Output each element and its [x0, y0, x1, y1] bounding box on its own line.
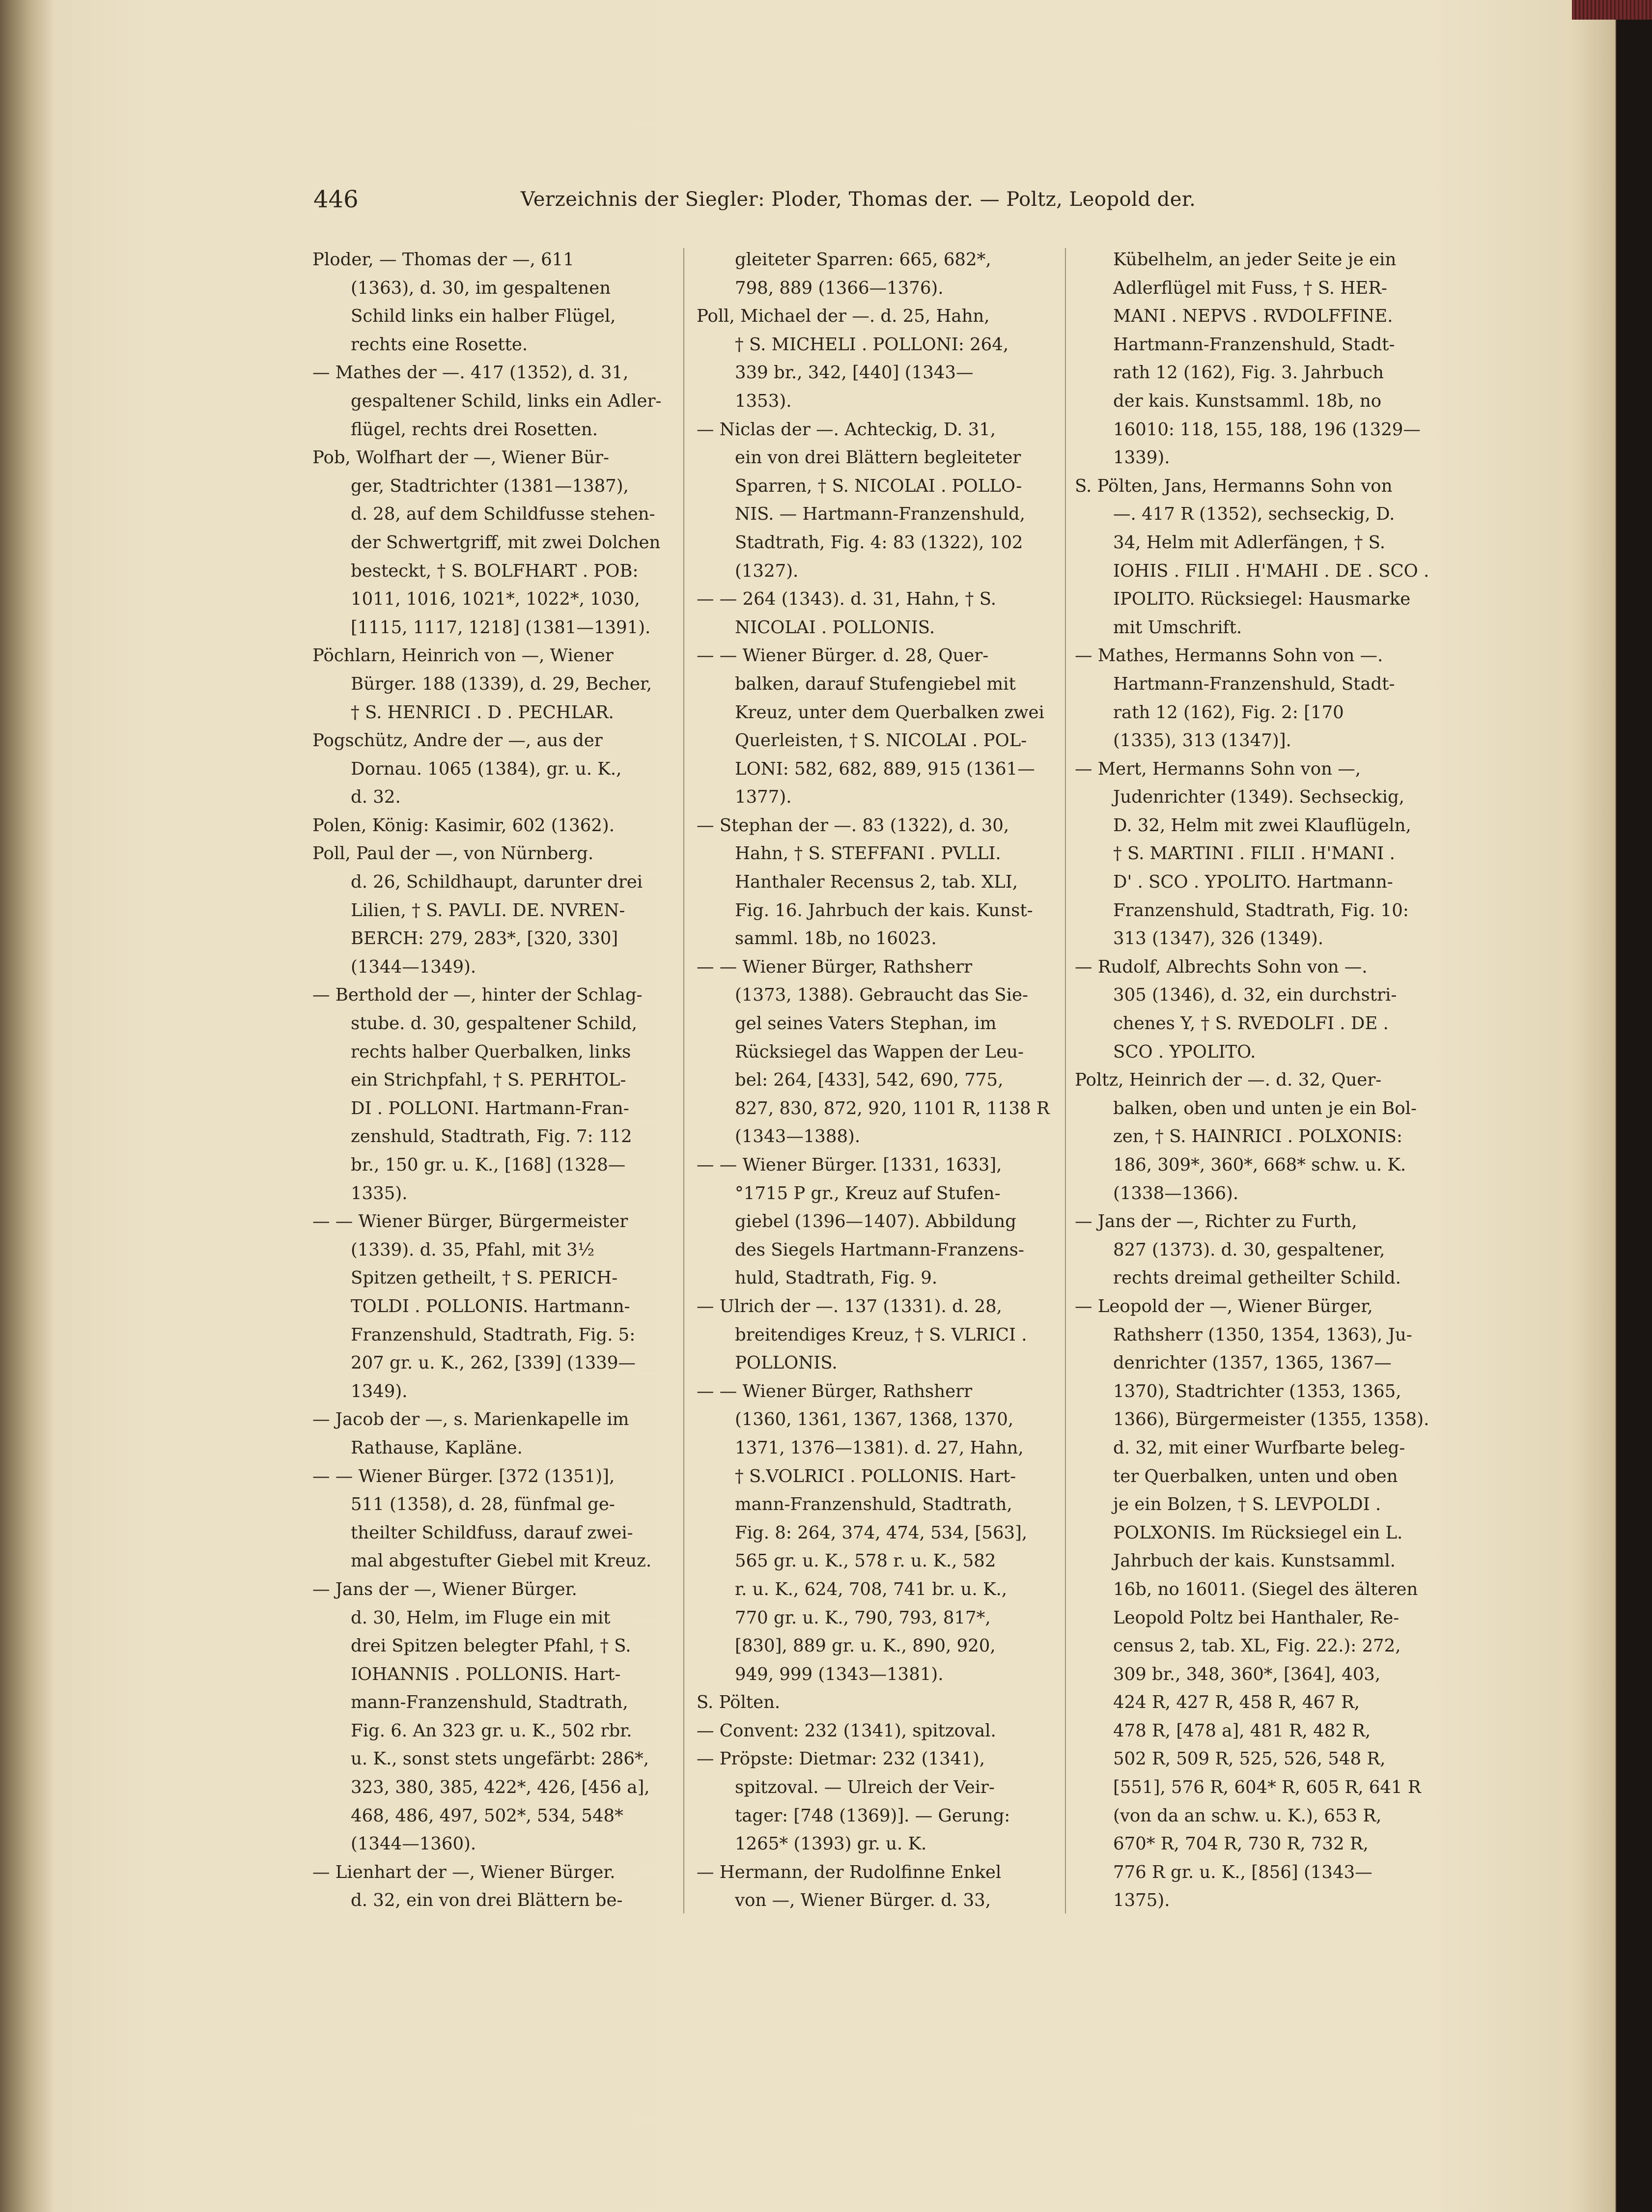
index-line: 1265* (1393) gr. u. K. [735, 1834, 927, 1854]
index-line: rechts dreimal getheilter Schild. [1113, 1268, 1401, 1288]
index-line: balken, oben und unten je ein Bol- [1113, 1098, 1417, 1119]
index-line: (1327). [735, 560, 799, 581]
index-line: 798, 889 (1366—1376). [735, 278, 944, 298]
index-line: D. 32, Helm mit zwei Klauflügeln, [1113, 815, 1411, 836]
index-line: 1349). [351, 1381, 408, 1401]
column-3 [1075, 246, 1438, 1915]
index-line: 1353). [735, 391, 792, 411]
index-line: 949, 999 (1343—1381). [735, 1664, 944, 1684]
index-line: 827, 830, 872, 920, 1101 R, 1138 R [735, 1098, 1050, 1119]
index-line: — — Wiener Bürger. d. 28, Quer- [697, 645, 989, 666]
index-line: IOHIS . FILII . H'MAHI . DE . SCO . [1113, 560, 1429, 581]
index-line: Bürger. 188 (1339), d. 29, Becher, [351, 673, 652, 694]
index-line: mal abgestufter Giebel mit Kreuz. [351, 1551, 652, 1571]
index-line: Rathause, Kapläne. [351, 1437, 523, 1458]
column-1 [312, 246, 676, 1915]
index-line: SCO . YPOLITO. [1113, 1041, 1256, 1062]
index-line: r. u. K., 624, 708, 741 br. u. K., [735, 1579, 1008, 1599]
index-line: Pob, Wolfhart der —, Wiener Bür- [312, 448, 609, 468]
index-line: flügel, rechts drei Rosetten. [351, 419, 598, 440]
index-line: (1344—1349). [351, 956, 476, 977]
index-line: S. Pölten. [697, 1692, 781, 1713]
index-line: Fig. 8: 264, 374, 474, 534, [563], [735, 1522, 1028, 1543]
index-line: — — Wiener Bürger, Rathsherr [697, 956, 973, 977]
index-line: — Mathes der —. 417 (1352), d. 31, [312, 363, 629, 383]
index-line: Hartmann-Franzenshuld, Stadt- [1113, 334, 1395, 355]
index-line: rath 12 (162), Fig. 3. Jahrbuch [1113, 363, 1384, 383]
index-line: DI . POLLONI. Hartmann-Fran- [351, 1098, 629, 1119]
index-line: — Jacob der —, s. Marienkapelle im [312, 1409, 629, 1430]
index-line: 207 gr. u. K., 262, [339] (1339— [351, 1353, 636, 1373]
index-line: 1339). [1113, 448, 1170, 468]
index-line: Ploder, — Thomas der —, 611 [312, 250, 574, 270]
index-line: 468, 486, 497, 502*, 534, 548* [351, 1805, 623, 1826]
index-line: des Siegels Hartmann-Franzens- [735, 1239, 1024, 1260]
index-line: Dornau. 1065 (1384), gr. u. K., [351, 758, 622, 779]
index-line: — — Wiener Bürger. [1331, 1633], [697, 1155, 1002, 1175]
index-line: 305 (1346), d. 32, ein durchstri- [1113, 985, 1397, 1006]
index-line: — Hermann, der Rudolfinne Enkel [697, 1862, 1002, 1882]
index-line: POLLONIS. [735, 1353, 838, 1373]
index-line: der Schwertgriff, mit zwei Dolchen [351, 532, 661, 553]
index-line: d. 26, Schildhaupt, darunter drei [351, 872, 643, 893]
index-line: je ein Bolzen, † S. LEVPOLDI . [1113, 1494, 1381, 1515]
index-line: Rathsherr (1350, 1354, 1363), Ju- [1113, 1324, 1412, 1345]
index-line: breitendiges Kreuz, † S. VLRICI . [735, 1324, 1027, 1345]
index-line: rechts halber Querbalken, links [351, 1041, 631, 1062]
index-line: mann-Franzenshuld, Stadtrath, [735, 1494, 1012, 1515]
index-line: (1360, 1361, 1367, 1368, 1370, [735, 1409, 1014, 1430]
index-line: 1370), Stadtrichter (1353, 1365, [1113, 1381, 1401, 1401]
index-line: Fig. 6. An 323 gr. u. K., 502 rbr. [351, 1720, 632, 1741]
index-line: 1335). [351, 1183, 408, 1204]
index-line: ter Querbalken, unten und oben [1113, 1466, 1398, 1486]
index-line: Polen, König: Kasimir, 602 (1362). [312, 815, 615, 836]
index-line: gel seines Vaters Stephan, im [735, 1013, 997, 1034]
index-line: — Pröpste: Dietmar: 232 (1341), [697, 1749, 985, 1769]
index-line: Hanthaler Recensus 2, tab. XLI, [735, 872, 1018, 893]
index-line: chenes Y, † S. RVEDOLFI . DE . [1113, 1013, 1389, 1034]
index-line: — Stephan der —. 83 (1322), d. 30, [697, 815, 1009, 836]
index-line: Pogschütz, Andre der —, aus der [312, 730, 603, 751]
page-number: 446 [313, 186, 359, 213]
index-line: S. Pölten, Jans, Hermanns Sohn von [1075, 476, 1393, 496]
index-line: d. 32, ein von drei Blättern be- [351, 1890, 623, 1911]
index-line: — Convent: 232 (1341), spitzoval. [697, 1720, 996, 1741]
index-line: gespaltener Schild, links ein Adler- [351, 391, 662, 411]
index-line: Kübelhelm, an jeder Seite je ein [1113, 250, 1397, 270]
index-line: [1115, 1117, 1218] (1381—1391). [351, 617, 651, 638]
bookmark-ribbon [1572, 0, 1652, 20]
index-line: IPOLITO. Rücksiegel: Hausmarke [1113, 589, 1411, 610]
index-line: — Berthold der —, hinter der Schlag- [312, 985, 643, 1006]
index-line: BERCH: 279, 283*, [320, 330] [351, 928, 618, 949]
column-divider [1065, 248, 1066, 1913]
index-line: — Jans der —, Wiener Bürger. [312, 1579, 577, 1599]
index-line: besteckt, † S. BOLFHART . POB: [351, 560, 639, 581]
index-line: NIS. — Hartmann-Franzenshuld, [735, 504, 1025, 525]
index-line: Jahrbuch der kais. Kunstsamml. [1113, 1551, 1396, 1571]
column-2 [697, 246, 1055, 1915]
index-line: mann-Franzenshuld, Stadtrath, [351, 1692, 628, 1713]
index-line: D' . SCO . YPOLITO. Hartmann- [1113, 872, 1393, 893]
index-line: 827 (1373). d. 30, gespaltener, [1113, 1239, 1385, 1260]
index-line: Schild links ein halber Flügel, [351, 306, 616, 327]
index-line: drei Spitzen belegter Pfahl, † S. [351, 1636, 631, 1656]
index-line: IOHANNIS . POLLONIS. Hart- [351, 1664, 621, 1684]
index-line: gleiteter Sparren: 665, 682*, [735, 250, 991, 270]
index-line: Spitzen getheilt, † S. PERICH- [351, 1268, 618, 1288]
index-line: 424 R, 427 R, 458 R, 467 R, [1113, 1692, 1360, 1713]
index-line: Adlerflügel mit Fuss, † S. HER- [1113, 278, 1387, 298]
index-line: — — Wiener Bürger, Bürgermeister [312, 1211, 628, 1232]
index-line: 1371, 1376—1381). d. 27, Hahn, [735, 1437, 1024, 1458]
index-line: — — Wiener Bürger. [372 (1351)], [312, 1466, 615, 1486]
index-line: —. 417 R (1352), sechseckig, D. [1113, 504, 1395, 525]
index-line: — — Wiener Bürger, Rathsherr [697, 1381, 973, 1401]
index-line: ein Strichpfahl, † S. PERHTOL- [351, 1070, 626, 1091]
index-line: 511 (1358), d. 28, fünfmal ge- [351, 1494, 615, 1515]
index-line: (1339). d. 35, Pfahl, mit 3½ [351, 1239, 595, 1260]
index-line: d. 32. [351, 787, 401, 808]
index-line: mit Umschrift. [1113, 617, 1242, 638]
index-line: bel: 264, [433], 542, 690, 775, [735, 1070, 1004, 1091]
index-line: rath 12 (162), Fig. 2: [170 [1113, 702, 1344, 723]
index-line: — — 264 (1343). d. 31, Hahn, † S. [697, 589, 997, 610]
index-line: 1011, 1016, 1021*, 1022*, 1030, [351, 589, 640, 610]
index-line: d. 28, auf dem Schildfusse stehen- [351, 504, 655, 525]
running-head: Verzeichnis der Siegler: Ploder, Thomas der. — Poltz, Leopold der. [521, 188, 1196, 211]
index-line: 16b, no 16011. (Siegel des älteren [1113, 1579, 1418, 1599]
index-line: Franzenshuld, Stadtrath, Fig. 10: [1113, 900, 1409, 921]
index-line: br., 150 gr. u. K., [168] (1328— [351, 1155, 626, 1175]
index-line: † S. HENRICI . D . PECHLAR. [351, 702, 614, 723]
column-divider [683, 248, 684, 1913]
index-line: von —, Wiener Bürger. d. 33, [735, 1890, 991, 1911]
index-line: 323, 380, 385, 422*, 426, [456 a], [351, 1777, 650, 1798]
index-line: (1343—1388). [735, 1126, 861, 1147]
index-line: Poltz, Heinrich der —. d. 32, Quer- [1075, 1070, 1382, 1091]
index-line: 565 gr. u. K., 578 r. u. K., 582 [735, 1551, 996, 1571]
index-line: 502 R, 509 R, 525, 526, 548 R, [1113, 1749, 1386, 1769]
index-line: — Lienhart der —, Wiener Bürger. [312, 1862, 616, 1882]
index-line: † S. MARTINI . FILII . H'MANI . [1113, 843, 1395, 864]
index-line: denrichter (1357, 1365, 1367— [1113, 1353, 1392, 1373]
index-line: °1715 P gr., Kreuz auf Stufen- [735, 1183, 1001, 1204]
index-line: LONI: 582, 682, 889, 915 (1361— [735, 758, 1035, 779]
index-line: 1375). [1113, 1890, 1170, 1911]
index-line: — Ulrich der —. 137 (1331). d. 28, [697, 1296, 1002, 1316]
index-line: Hartmann-Franzenshuld, Stadt- [1113, 673, 1395, 694]
index-line: zen, † S. HAINRICI . POLXONIS: [1113, 1126, 1402, 1147]
index-line: Rücksiegel das Wappen der Leu- [735, 1041, 1024, 1062]
index-line: der kais. Kunstsamml. 18b, no [1113, 391, 1382, 411]
index-line: 670* R, 704 R, 730 R, 732 R, [1113, 1834, 1369, 1854]
index-line: 770 gr. u. K., 790, 793, 817*, [735, 1607, 991, 1628]
index-line: census 2, tab. XL, Fig. 22.): 272, [1113, 1636, 1401, 1656]
index-line: 186, 309*, 360*, 668* schw. u. K. [1113, 1155, 1406, 1175]
index-line: Poll, Michael der —. d. 25, Hahn, [697, 306, 990, 327]
index-line: MANI . NEPVS . RVDOLFFINE. [1113, 306, 1393, 327]
index-line: balken, darauf Stufengiebel mit [735, 673, 1016, 694]
index-line: u. K., sonst stets ungefärbt: 286*, [351, 1749, 649, 1769]
index-line: — Mert, Hermanns Sohn von —, [1075, 758, 1361, 779]
index-line: — Rudolf, Albrechts Sohn von —. [1075, 956, 1368, 977]
index-line: — Mathes, Hermanns Sohn von —. [1075, 645, 1383, 666]
index-line: spitzoval. — Ulreich der Veir- [735, 1777, 995, 1798]
index-line: 776 R gr. u. K., [856] (1343— [1113, 1862, 1372, 1882]
index-line: ger, Stadtrichter (1381—1387), [351, 476, 629, 496]
index-line: d. 30, Helm, im Fluge ein mit [351, 1607, 611, 1628]
index-line: theilter Schildfuss, darauf zwei- [351, 1522, 633, 1543]
index-line: † S. MICHELI . POLLONI: 264, [735, 334, 1009, 355]
index-line: Lilien, † S. PAVLI. DE. NVREN- [351, 900, 625, 921]
index-line: stube. d. 30, gespaltener Schild, [351, 1013, 638, 1034]
index-line: TOLDI . POLLONIS. Hartmann- [351, 1296, 630, 1316]
index-line: huld, Stadtrath, Fig. 9. [735, 1268, 938, 1288]
index-line: — Leopold der —, Wiener Bürger, [1075, 1296, 1373, 1316]
index-line: [551], 576 R, 604* R, 605 R, 641 R [1113, 1777, 1421, 1798]
index-line: 1366), Bürgermeister (1355, 1358). [1113, 1409, 1429, 1430]
index-line: 16010: 118, 155, 188, 196 (1329— [1113, 419, 1421, 440]
index-line: Kreuz, unter dem Querbalken zwei [735, 702, 1044, 723]
index-line: — Jans der —, Richter zu Furth, [1075, 1211, 1357, 1232]
index-line: Pöchlarn, Heinrich von —, Wiener [312, 645, 614, 666]
index-line: samml. 18b, no 16023. [735, 928, 937, 949]
index-line: † S.VOLRICI . POLLONIS. Hart- [735, 1466, 1016, 1486]
index-line: tager: [748 (1369)]. — Gerung: [735, 1805, 1010, 1826]
index-line: 478 R, [478 a], 481 R, 482 R, [1113, 1720, 1371, 1741]
index-line: 309 br., 348, 360*, [364], 403, [1113, 1664, 1381, 1684]
index-line: [830], 889 gr. u. K., 890, 920, [735, 1636, 996, 1656]
index-line: — Niclas der —. Achteckig, D. 31, [697, 419, 996, 440]
index-line: (1363), d. 30, im gespaltenen [351, 278, 611, 298]
binding-gutter [0, 0, 54, 2212]
index-line: 34, Helm mit Adlerfängen, † S. [1113, 532, 1385, 553]
index-line: Hahn, † S. STEFFANI . PVLLI. [735, 843, 1001, 864]
index-line: Fig. 16. Jahrbuch der kais. Kunst- [735, 900, 1033, 921]
index-line: POLXONIS. Im Rücksiegel ein L. [1113, 1522, 1403, 1543]
index-line: zenshuld, Stadtrath, Fig. 7: 112 [351, 1126, 632, 1147]
index-line: (1338—1366). [1113, 1183, 1239, 1204]
index-line: (von da an schw. u. K.), 653 R, [1113, 1805, 1382, 1826]
index-line: Sparren, † S. NICOLAI . POLLO- [735, 476, 1022, 496]
index-line: 313 (1347), 326 (1349). [1113, 928, 1324, 949]
index-line: (1344—1360). [351, 1834, 476, 1854]
index-line: Stadtrath, Fig. 4: 83 (1322), 102 [735, 532, 1023, 553]
index-line: Judenrichter (1349). Sechseckig, [1113, 787, 1404, 808]
index-line: (1373, 1388). Gebraucht das Sie- [735, 985, 1028, 1006]
index-line: Franzenshuld, Stadtrath, Fig. 5: [351, 1324, 636, 1345]
index-line: (1335), 313 (1347)]. [1113, 730, 1291, 751]
index-line: 339 br., 342, [440] (1343— [735, 363, 974, 383]
index-line: Poll, Paul der —, von Nürnberg. [312, 843, 594, 864]
index-line: d. 32, mit einer Wurfbarte beleg- [1113, 1437, 1405, 1458]
index-line: giebel (1396—1407). Abbildung [735, 1211, 1016, 1232]
index-line: ein von drei Blättern begleiteter [735, 448, 1021, 468]
index-line: rechts eine Rosette. [351, 334, 528, 355]
index-line: Querleisten, † S. NICOLAI . POL- [735, 730, 1027, 751]
index-line: Leopold Poltz bei Hanthaler, Re- [1113, 1607, 1400, 1628]
index-line: 1377). [735, 787, 792, 808]
index-line: NICOLAI . POLLONIS. [735, 617, 935, 638]
